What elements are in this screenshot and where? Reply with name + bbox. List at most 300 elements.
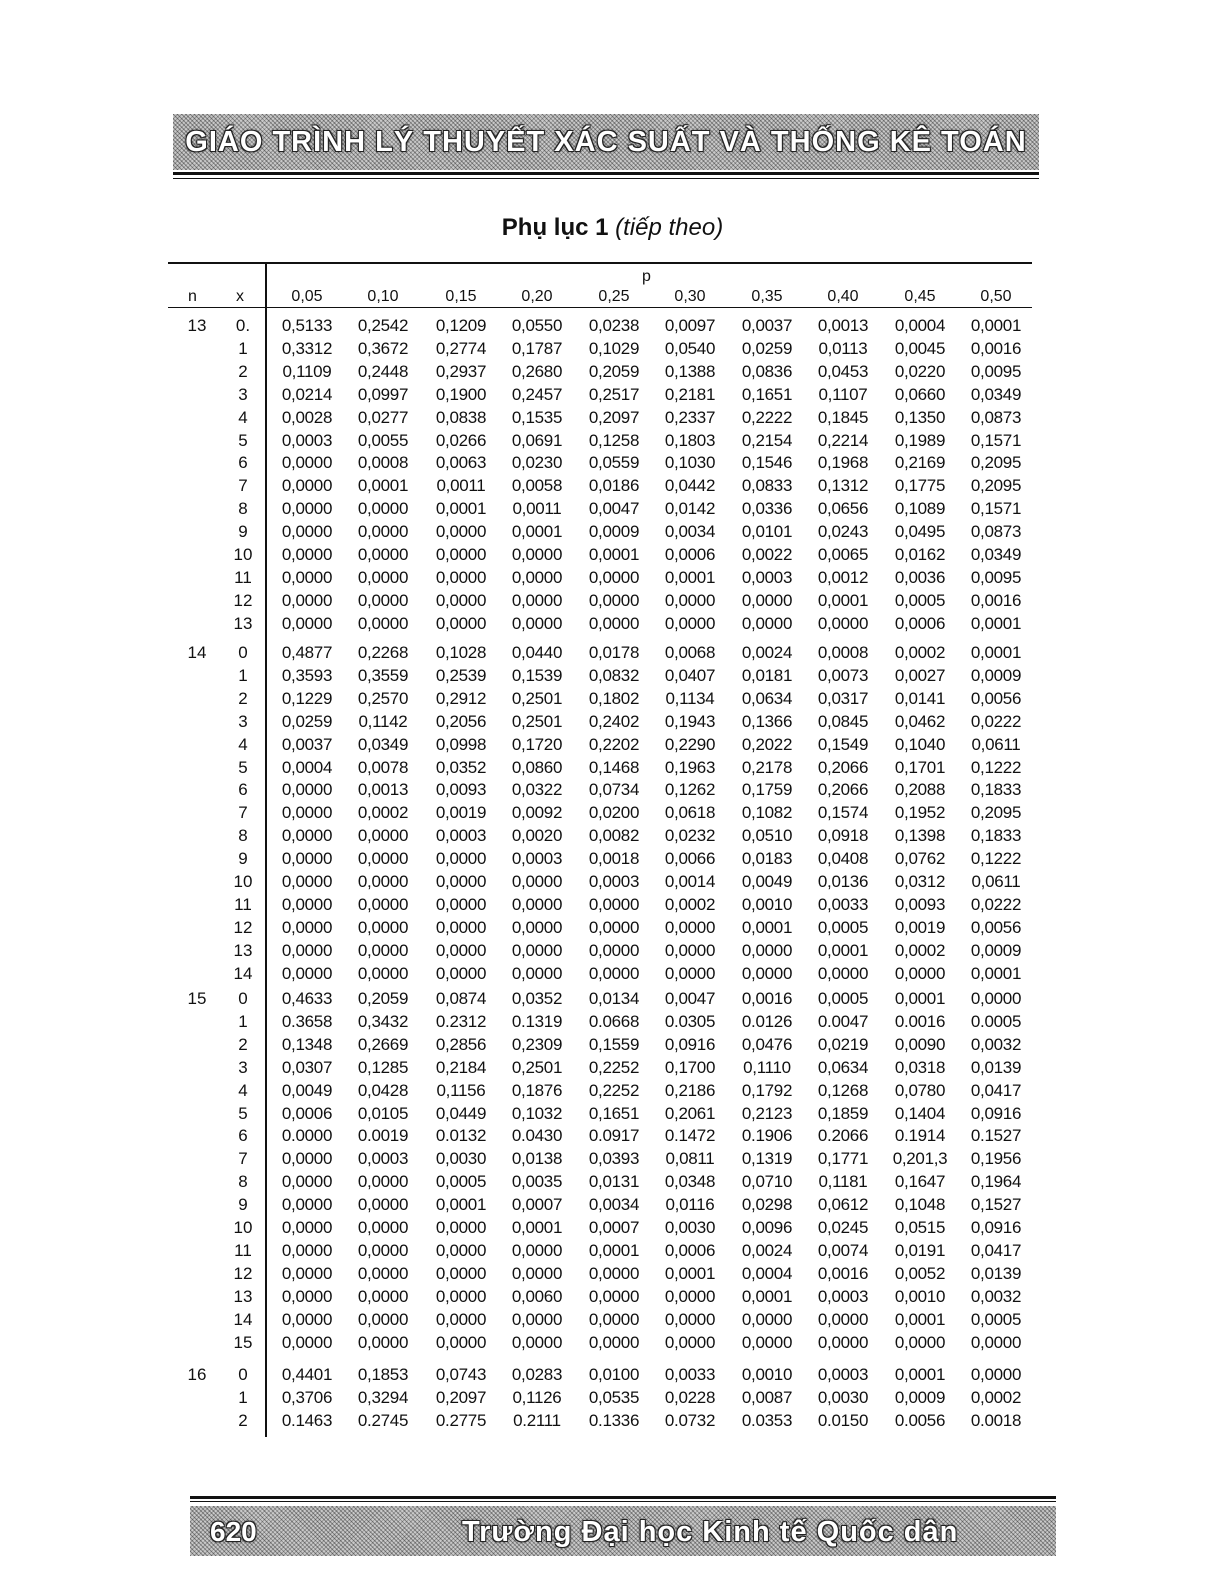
probability-cell: 0,0097 bbox=[664, 316, 716, 335]
probability-cell: 0,2268 bbox=[357, 643, 409, 662]
probability-cell: 0,0000 bbox=[357, 1172, 409, 1192]
table-row bbox=[0, 872, 1225, 894]
probability-cell: 0,0065 bbox=[817, 545, 869, 564]
probability-cell: 0,0743 bbox=[435, 1365, 487, 1384]
probability-cell: 0,0001 bbox=[894, 1309, 946, 1329]
table-row bbox=[0, 1388, 1225, 1410]
probability-cell: 0.2111 bbox=[513, 1410, 561, 1430]
probability-cell: 0,1859 bbox=[817, 1103, 869, 1123]
probability-cell: 0,0060 bbox=[511, 1286, 563, 1306]
header-banner bbox=[173, 114, 1039, 170]
table-row bbox=[0, 1287, 1225, 1309]
probability-cell: 0,0000 bbox=[357, 567, 409, 587]
probability-cell: 0,0000 bbox=[817, 1309, 869, 1329]
probability-cell: 0.0132 bbox=[435, 1126, 487, 1146]
probability-cell: 0,0000 bbox=[281, 567, 333, 587]
probability-cell: 0,0019 bbox=[435, 803, 487, 823]
table-row bbox=[0, 1195, 1225, 1217]
probability-cell: 0,2186 bbox=[664, 1080, 716, 1100]
probability-cell: 0,1028 bbox=[435, 643, 487, 662]
probability-cell: 0,0136 bbox=[817, 872, 869, 891]
x-value: 8 bbox=[238, 826, 248, 846]
probability-cell: 0,0000 bbox=[435, 940, 487, 960]
probability-cell: 0,0336 bbox=[741, 499, 793, 519]
probability-cell: 0,0037 bbox=[281, 734, 333, 754]
probability-cell: 0,0000 bbox=[741, 1332, 793, 1352]
x-value: 2 bbox=[238, 688, 248, 708]
probability-cell: 0,0105 bbox=[357, 1103, 409, 1123]
x-value: 4 bbox=[238, 407, 248, 427]
table-row bbox=[0, 1365, 1225, 1387]
table-row bbox=[0, 362, 1225, 384]
probability-cell: 0,1802 bbox=[588, 688, 640, 708]
probability-cell: 0,0243 bbox=[817, 522, 869, 542]
x-value: 1 bbox=[238, 665, 248, 685]
probability-cell: 0,4633 bbox=[281, 989, 333, 1008]
probability-cell: 0,0016 bbox=[817, 1263, 869, 1283]
probability-cell: 0.0018 bbox=[970, 1410, 1022, 1430]
probability-cell: 0,0393 bbox=[588, 1149, 640, 1169]
probability-cell: 0,1571 bbox=[970, 430, 1022, 450]
table-row bbox=[0, 758, 1225, 780]
probability-cell: 0,0016 bbox=[970, 338, 1022, 358]
probability-cell: 0.1463 bbox=[281, 1410, 333, 1430]
probability-cell: 0.0732 bbox=[664, 1410, 716, 1430]
probability-cell: 0,1030 bbox=[664, 453, 716, 473]
n-value: 15 bbox=[187, 989, 207, 1008]
probability-cell: 0,0874 bbox=[435, 989, 487, 1008]
probability-cell: 0,0009 bbox=[588, 522, 640, 542]
probability-cell: 0,0000 bbox=[741, 613, 793, 633]
x-value: 6 bbox=[238, 780, 248, 800]
probability-cell: 0,0780 bbox=[894, 1080, 946, 1100]
table-row bbox=[0, 1310, 1225, 1332]
x-value: 12 bbox=[233, 1263, 253, 1283]
probability-cell: 0,0002 bbox=[894, 643, 946, 662]
probability-cell: 0,0298 bbox=[741, 1195, 793, 1215]
probability-cell: 0,2022 bbox=[741, 734, 793, 754]
probability-cell: 0,2056 bbox=[435, 711, 487, 731]
probability-cell: 0,0000 bbox=[357, 613, 409, 633]
probability-cell: 0,0214 bbox=[281, 384, 333, 404]
probability-cell: 0.1472 bbox=[664, 1126, 716, 1146]
probability-cell: 0,0352 bbox=[511, 989, 563, 1008]
probability-cell: 0,0013 bbox=[357, 780, 409, 800]
probability-cell: 0,1833 bbox=[970, 826, 1022, 846]
x-value: 12 bbox=[233, 590, 253, 610]
probability-cell: 0,0000 bbox=[511, 545, 563, 564]
probability-cell: 0,0000 bbox=[281, 499, 333, 519]
probability-cell: 0,0000 bbox=[664, 940, 716, 960]
probability-cell: 0,0000 bbox=[281, 872, 333, 891]
probability-cell: 0,0916 bbox=[970, 1218, 1022, 1237]
probability-cell: 0,0005 bbox=[970, 1309, 1022, 1329]
probability-cell: 0,0000 bbox=[435, 1218, 487, 1237]
probability-cell: 0,0352 bbox=[435, 757, 487, 777]
probability-cell: 0.0056 bbox=[894, 1410, 946, 1430]
probability-cell: 0,0000 bbox=[435, 1263, 487, 1283]
probability-cell: 0,0010 bbox=[741, 894, 793, 914]
probability-cell: 0,0009 bbox=[970, 940, 1022, 960]
probability-cell: 0,0001 bbox=[664, 1263, 716, 1283]
probability-cell: 0,2214 bbox=[817, 430, 869, 450]
probability-cell: 0,0191 bbox=[894, 1240, 946, 1260]
probability-cell: 0,5133 bbox=[281, 316, 333, 335]
page-number: 620 bbox=[210, 1516, 257, 1547]
probability-cell: 0,0000 bbox=[357, 545, 409, 564]
probability-cell: 0,1319 bbox=[741, 1149, 793, 1169]
probability-cell: 0,1571 bbox=[970, 499, 1022, 519]
x-value: 7 bbox=[238, 1149, 248, 1169]
probability-cell: 0,0028 bbox=[281, 407, 333, 427]
table-row bbox=[0, 989, 1225, 1011]
probability-cell: 0,2095 bbox=[970, 476, 1022, 496]
probability-cell: 0,0000 bbox=[281, 1240, 333, 1260]
probability-cell: 0,0000 bbox=[664, 613, 716, 633]
probability-cell: 0.0353 bbox=[741, 1410, 793, 1430]
p-header: 0,25 bbox=[598, 288, 630, 305]
probability-cell: 0,1647 bbox=[894, 1172, 946, 1192]
probability-cell: 0,0001 bbox=[588, 545, 640, 564]
table-row bbox=[0, 1058, 1225, 1080]
probability-cell: 0,0000 bbox=[281, 1263, 333, 1283]
probability-cell: 0.1319 bbox=[511, 1011, 563, 1031]
x-value: 5 bbox=[238, 1103, 248, 1123]
probability-cell: 0,0000 bbox=[511, 1263, 563, 1283]
probability-cell: 0,0002 bbox=[970, 1387, 1022, 1407]
probability-cell: 0,1110 bbox=[743, 1057, 791, 1077]
probability-cell: 0,0000 bbox=[511, 940, 563, 960]
x-value: 4 bbox=[238, 1080, 248, 1100]
probability-cell: 0,0002 bbox=[664, 894, 716, 914]
probability-cell: 0,0001 bbox=[511, 1218, 563, 1237]
probability-cell: 0,0317 bbox=[817, 688, 869, 708]
probability-cell: 0,0001 bbox=[894, 1365, 946, 1384]
probability-cell: 0,0093 bbox=[894, 894, 946, 914]
probability-cell: 0,0845 bbox=[817, 711, 869, 731]
probability-cell: 0,0407 bbox=[664, 665, 716, 685]
probability-cell: 0,0000 bbox=[741, 1309, 793, 1329]
probability-cell: 0,0349 bbox=[970, 545, 1022, 564]
probability-cell: 0,1048 bbox=[894, 1195, 946, 1215]
probability-cell: 0,0228 bbox=[664, 1387, 716, 1407]
probability-cell: 0,0034 bbox=[588, 1195, 640, 1215]
probability-cell: 0,0004 bbox=[281, 757, 333, 777]
probability-cell: 0,0001 bbox=[511, 522, 563, 542]
probability-cell: 0,0000 bbox=[357, 1263, 409, 1283]
probability-cell: 0,0003 bbox=[511, 849, 563, 869]
x-value: 3 bbox=[238, 1057, 248, 1077]
table-row bbox=[0, 964, 1225, 986]
p-header: 0,35 bbox=[751, 288, 783, 305]
probability-cell: 0,2154 bbox=[741, 430, 793, 450]
probability-cell: 0,3559 bbox=[357, 665, 409, 685]
probability-cell: 0,0000 bbox=[357, 940, 409, 960]
x-value: 8 bbox=[238, 499, 248, 519]
table-row bbox=[0, 476, 1225, 498]
probability-cell: 0,0442 bbox=[664, 476, 716, 496]
probability-cell: 0,1853 bbox=[357, 1365, 409, 1384]
probability-cell: 0,0873 bbox=[970, 407, 1022, 427]
probability-cell: 0.1906 bbox=[741, 1126, 793, 1146]
probability-cell: 0,0095 bbox=[970, 567, 1022, 587]
probability-cell: 0,0001 bbox=[817, 940, 869, 960]
p-header: 0,45 bbox=[904, 288, 936, 305]
probability-cell: 0,0000 bbox=[357, 872, 409, 891]
probability-cell: 0,0000 bbox=[281, 1172, 333, 1192]
probability-cell: 0,0000 bbox=[664, 1286, 716, 1306]
probability-cell: 0,2501 bbox=[511, 688, 563, 708]
x-value: 5 bbox=[238, 430, 248, 450]
probability-cell: 0,0349 bbox=[357, 734, 409, 754]
probability-cell: 0,2774 bbox=[435, 338, 487, 358]
probability-cell: 0.1527 bbox=[970, 1126, 1022, 1146]
probability-cell: 0,2402 bbox=[588, 711, 640, 731]
probability-cell: 0,2669 bbox=[357, 1034, 409, 1054]
probability-cell: 0,0000 bbox=[435, 1286, 487, 1306]
table-row bbox=[0, 1149, 1225, 1171]
table-row bbox=[0, 1333, 1225, 1355]
probability-cell: 0,0000 bbox=[664, 1309, 716, 1329]
probability-cell: 0,0001 bbox=[435, 499, 487, 519]
probability-cell: 0,0004 bbox=[894, 316, 946, 335]
page-title-sub: (tiếp theo) bbox=[615, 214, 724, 241]
probability-cell: 0,0832 bbox=[588, 665, 640, 685]
x-value: 1 bbox=[238, 1011, 248, 1031]
probability-cell: 0,0001 bbox=[435, 1195, 487, 1215]
probability-cell: 0,2337 bbox=[664, 407, 716, 427]
probability-cell: 0,0245 bbox=[817, 1218, 869, 1237]
probability-cell: 0,0000 bbox=[435, 567, 487, 587]
probability-cell: 0,0033 bbox=[664, 1365, 716, 1384]
table-row bbox=[0, 614, 1225, 636]
probability-cell: 0,0007 bbox=[588, 1218, 640, 1237]
probability-cell: 0,2061 bbox=[664, 1103, 716, 1123]
probability-cell: 0,2570 bbox=[357, 688, 409, 708]
probability-cell: 0,0101 bbox=[741, 522, 793, 542]
probability-cell: 0,2169 bbox=[894, 453, 946, 473]
probability-cell: 0,0259 bbox=[741, 338, 793, 358]
probability-cell: 0,0000 bbox=[357, 849, 409, 869]
probability-cell: 0,0139 bbox=[970, 1263, 1022, 1283]
probability-cell: 0,1701 bbox=[894, 757, 946, 777]
x-value: 15 bbox=[233, 1332, 253, 1352]
probability-cell: 0,1181 bbox=[818, 1172, 868, 1192]
probability-cell: 0.0430 bbox=[511, 1126, 563, 1146]
probability-cell: 0,0428 bbox=[357, 1080, 409, 1100]
probability-cell: 0,0348 bbox=[664, 1172, 716, 1192]
probability-cell: 0,0141 bbox=[894, 688, 946, 708]
probability-cell: 0,1222 bbox=[970, 849, 1022, 869]
probability-cell: 0,0998 bbox=[435, 734, 487, 754]
probability-cell: 0,0312 bbox=[894, 872, 946, 891]
x-value: 0 bbox=[238, 1365, 248, 1384]
table-row bbox=[0, 339, 1225, 361]
probability-cell: 0,1209 bbox=[435, 316, 487, 335]
probability-cell: 0,0000 bbox=[588, 963, 640, 983]
probability-cell: 0,0045 bbox=[894, 338, 946, 358]
probability-cell: 0.2066 bbox=[817, 1126, 869, 1146]
table-header-rule bbox=[168, 307, 1032, 308]
probability-cell: 0,0034 bbox=[664, 522, 716, 542]
probability-cell: 0,1549 bbox=[817, 734, 869, 754]
probability-cell: 0,0002 bbox=[357, 803, 409, 823]
probability-cell: 0,0000 bbox=[357, 1286, 409, 1306]
table-row bbox=[0, 1241, 1225, 1263]
probability-cell: 0,0004 bbox=[741, 1263, 793, 1283]
header-title: GIÁO TRÌNH LÝ THUYẾT XÁC SUẤT VÀ THỐNG KÊ TOÁN bbox=[185, 126, 1027, 158]
probability-cell: 0,1388 bbox=[664, 361, 716, 381]
probability-cell: 0,0056 bbox=[970, 917, 1022, 937]
probability-cell: 0,0090 bbox=[894, 1034, 946, 1054]
probability-cell: 0,0408 bbox=[817, 849, 869, 869]
probability-cell: 0,0000 bbox=[281, 1218, 333, 1237]
probability-cell: 0,0000 bbox=[281, 940, 333, 960]
probability-cell: 0,1262 bbox=[664, 780, 716, 800]
table-row bbox=[0, 1126, 1225, 1148]
table-row bbox=[0, 1104, 1225, 1126]
table-row bbox=[0, 803, 1225, 825]
x-value: 0 bbox=[238, 643, 248, 662]
probability-cell: 0,0660 bbox=[894, 384, 946, 404]
probability-cell: 0,1539 bbox=[511, 665, 563, 685]
probability-cell: 0,0762 bbox=[894, 849, 946, 869]
probability-cell: 0,2088 bbox=[894, 780, 946, 800]
probability-cell: 0,1771 bbox=[817, 1149, 869, 1169]
probability-cell: 0,0838 bbox=[435, 407, 487, 427]
probability-cell: 0,0222 bbox=[970, 711, 1022, 731]
probability-cell: 0,0001 bbox=[970, 613, 1022, 633]
probability-cell: 0,3312 bbox=[281, 338, 333, 358]
probability-cell: 0,2290 bbox=[664, 734, 716, 754]
probability-cell: 0,0000 bbox=[281, 780, 333, 800]
footer-rule-thin bbox=[190, 1501, 1056, 1502]
probability-cell: 0,0131 bbox=[588, 1172, 640, 1192]
table-row bbox=[0, 1411, 1225, 1433]
probability-cell: 0,0010 bbox=[894, 1286, 946, 1306]
probability-cell: 0,0000 bbox=[588, 1309, 640, 1329]
probability-cell: 0.3658 bbox=[281, 1011, 333, 1031]
probability-cell: 0,0049 bbox=[741, 872, 793, 891]
x-value: 10 bbox=[233, 1218, 253, 1237]
probability-cell: 0,3672 bbox=[357, 338, 409, 358]
probability-cell: 0,0916 bbox=[970, 1103, 1022, 1123]
probability-cell: 0,0000 bbox=[357, 1195, 409, 1215]
probability-cell: 0,2501 bbox=[511, 1057, 563, 1077]
probability-cell: 0,0000 bbox=[894, 1332, 946, 1352]
probability-cell: 0,1126 bbox=[512, 1387, 562, 1407]
probability-cell: 0,0535 bbox=[588, 1387, 640, 1407]
probability-cell: 0,0095 bbox=[970, 361, 1022, 381]
table-row bbox=[0, 591, 1225, 613]
probability-cell: 0,0200 bbox=[588, 803, 640, 823]
probability-cell: 0,0007 bbox=[511, 1195, 563, 1215]
x-value: 13 bbox=[233, 1286, 253, 1306]
probability-cell: 0,1107 bbox=[818, 384, 868, 404]
probability-cell: 0,0009 bbox=[970, 665, 1022, 685]
probability-cell: 0,0036 bbox=[894, 567, 946, 587]
probability-cell: 0.2312 bbox=[435, 1011, 487, 1031]
probability-cell: 0,0000 bbox=[281, 1286, 333, 1306]
probability-cell: 0,1134 bbox=[665, 688, 715, 708]
table-row bbox=[0, 849, 1225, 871]
probability-cell: 0,0000 bbox=[664, 590, 716, 610]
probability-cell: 0,0283 bbox=[511, 1365, 563, 1384]
x-value: 13 bbox=[233, 613, 253, 633]
probability-cell: 0,0000 bbox=[741, 590, 793, 610]
probability-cell: 0,1963 bbox=[664, 757, 716, 777]
probability-cell: 0,0000 bbox=[511, 963, 563, 983]
probability-cell: 0,0006 bbox=[281, 1103, 333, 1123]
probability-cell: 0,0000 bbox=[357, 963, 409, 983]
probability-cell: 0,0000 bbox=[970, 1365, 1022, 1384]
probability-cell: 0,0259 bbox=[281, 711, 333, 731]
probability-cell: 0,0000 bbox=[588, 917, 640, 937]
x-value: 7 bbox=[238, 476, 248, 496]
probability-cell: 0,1651 bbox=[741, 384, 793, 404]
probability-cell: 0,0052 bbox=[894, 1263, 946, 1283]
probability-cell: 0,0238 bbox=[588, 316, 640, 335]
probability-cell: 0,0000 bbox=[588, 1332, 640, 1352]
probability-cell: 0,2066 bbox=[817, 780, 869, 800]
probability-cell: 0,0000 bbox=[511, 567, 563, 587]
table-row bbox=[0, 568, 1225, 590]
probability-cell: 0,0005 bbox=[435, 1172, 487, 1192]
x-value: 12 bbox=[233, 917, 253, 937]
probability-cell: 0,0092 bbox=[511, 803, 563, 823]
probability-cell: 0,0000 bbox=[435, 894, 487, 914]
probability-cell: 0,0559 bbox=[588, 453, 640, 473]
probability-cell: 0,0000 bbox=[281, 590, 333, 610]
probability-cell: 0,0322 bbox=[511, 780, 563, 800]
probability-cell: 0,2202 bbox=[588, 734, 640, 754]
probability-cell: 0,0011 bbox=[512, 499, 562, 519]
probability-cell: 0,2181 bbox=[664, 384, 716, 404]
probability-cell: 0,0032 bbox=[970, 1286, 1022, 1306]
table-row bbox=[0, 643, 1225, 665]
p-header: 0,30 bbox=[674, 288, 706, 305]
probability-cell: 0,0000 bbox=[281, 1149, 333, 1169]
table-row bbox=[0, 826, 1225, 848]
probability-cell: 0,0055 bbox=[357, 430, 409, 450]
probability-cell: 0,2097 bbox=[435, 1387, 487, 1407]
probability-cell: 0,0003 bbox=[281, 430, 333, 450]
probability-cell: 0,0000 bbox=[281, 1309, 333, 1329]
probability-cell: 0,0033 bbox=[817, 894, 869, 914]
probability-cell: 0,0082 bbox=[588, 826, 640, 846]
probability-cell: 0,1700 bbox=[664, 1057, 716, 1077]
probability-cell: 0,2178 bbox=[741, 757, 793, 777]
probability-cell: 0,1787 bbox=[511, 338, 563, 358]
probability-cell: 0,0018 bbox=[588, 849, 640, 869]
probability-cell: 0,2066 bbox=[817, 757, 869, 777]
table-row bbox=[0, 545, 1225, 567]
probability-cell: 0,0349 bbox=[970, 384, 1022, 404]
probability-cell: 0,1535 bbox=[511, 407, 563, 427]
probability-cell: 0,0000 bbox=[281, 522, 333, 542]
probability-cell: 0,0000 bbox=[511, 872, 563, 891]
probability-cell: 0,0000 bbox=[588, 567, 640, 587]
table-row bbox=[0, 1035, 1225, 1057]
probability-cell: 0,0178 bbox=[588, 643, 640, 662]
probability-cell: 0,0100 bbox=[588, 1365, 640, 1384]
probability-cell: 0,1285 bbox=[357, 1057, 409, 1077]
probability-cell: 0,2856 bbox=[435, 1034, 487, 1054]
probability-cell: 0,0000 bbox=[357, 1332, 409, 1352]
probability-cell: 0.0000 bbox=[281, 1126, 333, 1146]
probability-cell: 0.2745 bbox=[357, 1410, 409, 1430]
table-row bbox=[0, 1218, 1225, 1240]
